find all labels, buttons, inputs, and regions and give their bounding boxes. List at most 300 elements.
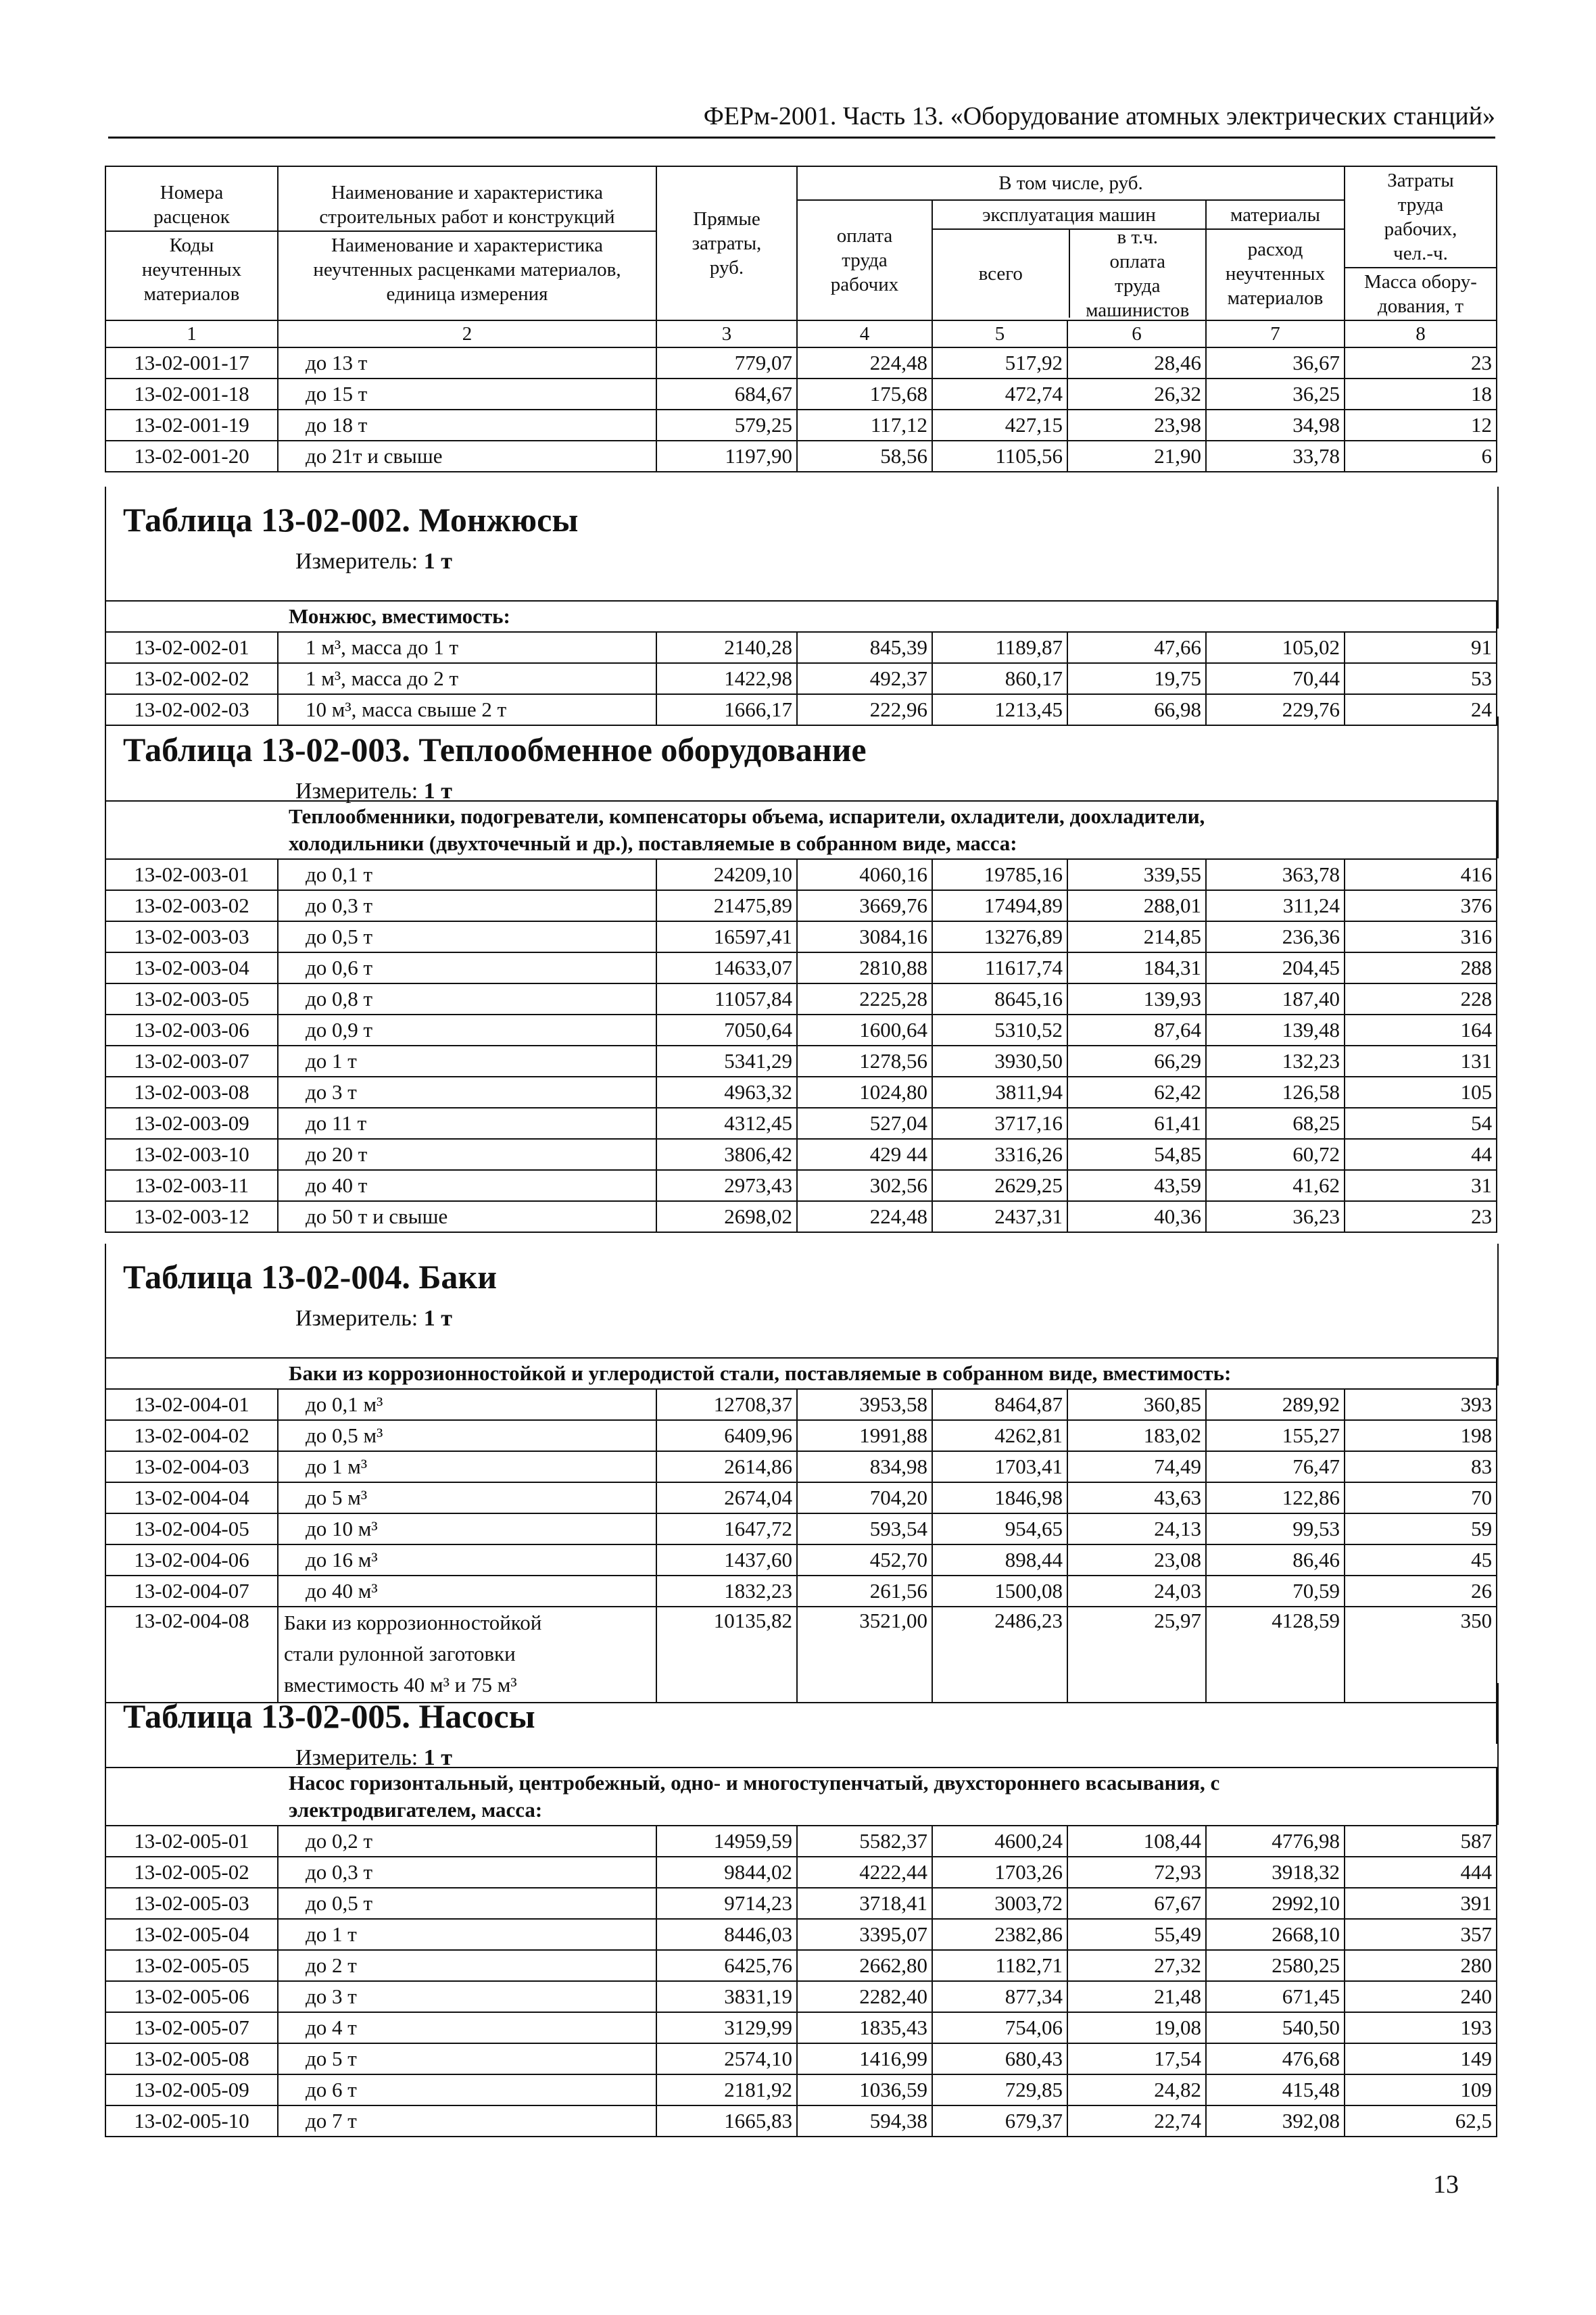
table-cell: 183,02 — [1067, 1420, 1206, 1451]
table-cell: 13-02-001-18 — [105, 379, 278, 410]
table-cell: до 0,5 т — [278, 921, 656, 952]
table-cell: 3669,76 — [797, 890, 932, 921]
table-cell: 105,02 — [1206, 632, 1345, 663]
table-cell: 2225,28 — [797, 983, 932, 1015]
table-cell: 1422,98 — [656, 663, 797, 694]
table-cell: 594,38 — [797, 2105, 932, 2137]
table-cell: до 40 м³ — [278, 1576, 656, 1607]
table-cell: 13-02-001-20 — [105, 441, 278, 472]
table-cell: 204,45 — [1206, 952, 1345, 983]
section-title: Таблица 13-02-003. Теплообменное оборудование — [123, 731, 867, 769]
table-cell: 13-02-004-06 — [105, 1544, 278, 1576]
table-cell: 393 — [1345, 1389, 1497, 1420]
col-header-materials: материалы расход неучтенных материалов — [1206, 200, 1345, 320]
table-cell: 860,17 — [932, 663, 1067, 694]
table-cell: 13-02-005-08 — [105, 2043, 278, 2074]
table-row — [105, 859, 1497, 890]
table-cell: 429 44 — [797, 1139, 932, 1170]
section-meter: Измеритель: 1 т — [295, 1745, 452, 1770]
table-row — [105, 1576, 1497, 1607]
table-cell: 126,58 — [1206, 1077, 1345, 1108]
table-cell: 13-02-005-09 — [105, 2074, 278, 2105]
table-cell: 2629,25 — [932, 1170, 1067, 1201]
table-row — [105, 1077, 1497, 1108]
table-cell: 517,92 — [932, 347, 1067, 379]
table-cell: 17,54 — [1067, 2043, 1206, 2074]
table-cell: 14959,59 — [656, 1826, 797, 1857]
col-header-wages: оплата труда рабочих — [797, 200, 932, 320]
page-header: ФЕРм-2001. Часть 13. «Оборудование атомных электрических станций» — [108, 101, 1495, 139]
table-cell: до 0,3 т — [278, 890, 656, 921]
table-cell: 44 — [1345, 1139, 1497, 1170]
table-row — [105, 1981, 1497, 2012]
table-cell: 540,50 — [1206, 2012, 1345, 2043]
table-cell: 36,23 — [1206, 1201, 1345, 1232]
table-cell: 13-02-003-09 — [105, 1108, 278, 1139]
table-cell: Баки из коррозионностойкой стали рулонной заготовки вместимость 40 м³ и 75 м³ — [278, 1607, 656, 1703]
table-cell: 3811,94 — [932, 1077, 1067, 1108]
table-cell: 13-02-004-05 — [105, 1513, 278, 1544]
table-cell: 26 — [1345, 1576, 1497, 1607]
table-cell: 23,98 — [1067, 410, 1206, 441]
table-cell: 7050,64 — [656, 1015, 797, 1046]
table-row — [105, 952, 1497, 983]
table-row — [105, 379, 1497, 410]
table-cell: 1846,98 — [932, 1482, 1067, 1513]
section-meter: Измеритель: 1 т — [295, 1306, 452, 1331]
section-table — [105, 800, 1496, 1233]
table-cell: 36,67 — [1206, 347, 1345, 379]
table-cell: до 3 т — [278, 1077, 656, 1108]
table-cell: до 2 т — [278, 1950, 656, 1981]
table-cell: 23,08 — [1067, 1544, 1206, 1576]
table-cell: 8464,87 — [932, 1389, 1067, 1420]
table-cell: до 50 т и свыше — [278, 1201, 656, 1232]
table-cell: 472,74 — [932, 379, 1067, 410]
table-cell: 579,25 — [656, 410, 797, 441]
table-cell: 2140,28 — [656, 632, 797, 663]
table-cell: 33,78 — [1206, 441, 1345, 472]
table-row — [105, 1420, 1497, 1451]
table-cell: 13276,89 — [932, 921, 1067, 952]
table-cell: 311,24 — [1206, 890, 1345, 921]
table-cell: 55,49 — [1067, 1919, 1206, 1950]
table-cell: 1213,45 — [932, 694, 1067, 725]
table-cell: 13-02-003-07 — [105, 1046, 278, 1077]
table-cell: до 1 т — [278, 1919, 656, 1950]
table-cell: 13-02-005-04 — [105, 1919, 278, 1950]
table-cell: до 21т и свыше — [278, 441, 656, 472]
table-cell: 70,44 — [1206, 663, 1345, 694]
table-cell: 392,08 — [1206, 2105, 1345, 2137]
table-row — [105, 1170, 1497, 1201]
table-row — [105, 1201, 1497, 1232]
table-cell: 198 — [1345, 1420, 1497, 1451]
table-cell: 3084,16 — [797, 921, 932, 952]
table-cell: 13-02-004-04 — [105, 1482, 278, 1513]
table-cell: 11057,84 — [656, 983, 797, 1015]
col-index: 2 — [278, 320, 656, 347]
table-cell: 288,01 — [1067, 890, 1206, 921]
table-cell: 3930,50 — [932, 1046, 1067, 1077]
table-cell: 427,15 — [932, 410, 1067, 441]
table-cell: 21,90 — [1067, 441, 1206, 472]
table-cell: 66,29 — [1067, 1046, 1206, 1077]
table-cell: 954,65 — [932, 1513, 1067, 1544]
table-cell: 444 — [1345, 1857, 1497, 1888]
table-row — [105, 1950, 1497, 1981]
table-cell: 3521,00 — [797, 1607, 932, 1703]
table-row — [105, 2012, 1497, 2043]
table-cell: 1500,08 — [932, 1576, 1067, 1607]
table-cell: 11617,74 — [932, 952, 1067, 983]
table-row — [105, 2043, 1497, 2074]
table-cell: до 1 м³ — [278, 1451, 656, 1482]
table-row — [105, 890, 1497, 921]
table-cell: 704,20 — [797, 1482, 932, 1513]
table-13-02-001 — [105, 166, 1496, 472]
table-cell: 70,59 — [1206, 1576, 1345, 1607]
table-cell: 72,93 — [1067, 1857, 1206, 1888]
table-cell: 4128,59 — [1206, 1607, 1345, 1703]
table-row — [105, 1108, 1497, 1139]
table-cell: 23 — [1345, 347, 1497, 379]
col-header-machines: эксплуатация машин всего в т.ч. оплата труда машинистов — [932, 200, 1206, 320]
table-cell: 12708,37 — [656, 1389, 797, 1420]
table-cell: 2810,88 — [797, 952, 932, 983]
table-cell: 845,39 — [797, 632, 932, 663]
table-cell: 62,42 — [1067, 1077, 1206, 1108]
table-cell: 86,46 — [1206, 1544, 1345, 1576]
table-cell: 74,49 — [1067, 1451, 1206, 1482]
table-cell: 24 — [1345, 694, 1497, 725]
table-cell: 13-02-005-01 — [105, 1826, 278, 1857]
table-cell: 27,32 — [1067, 1950, 1206, 1981]
table-cell: 754,06 — [932, 2012, 1067, 2043]
table-cell: 53 — [1345, 663, 1497, 694]
table-cell: 2662,80 — [797, 1950, 932, 1981]
table-cell: 13-02-003-08 — [105, 1077, 278, 1108]
table-cell: до 16 м³ — [278, 1544, 656, 1576]
table-cell: 13-02-003-01 — [105, 859, 278, 890]
table-cell: 26,32 — [1067, 379, 1206, 410]
table-cell: 1835,43 — [797, 2012, 932, 2043]
table-cell: 1991,88 — [797, 1420, 932, 1451]
table-cell: 13-02-003-12 — [105, 1201, 278, 1232]
table-cell: 680,43 — [932, 2043, 1067, 2074]
table-cell: 59 — [1345, 1513, 1497, 1544]
table-cell: 4312,45 — [656, 1108, 797, 1139]
table-cell: 2580,25 — [1206, 1950, 1345, 1981]
table-cell: 70 — [1345, 1482, 1497, 1513]
table-cell: 360,85 — [1067, 1389, 1206, 1420]
col-header-name: Наименование и характеристика строительных работ и конструкций Наименование и характеристика неучтенных расценками материалов, единица измерения — [278, 166, 656, 320]
table-cell: 13-02-002-02 — [105, 663, 278, 694]
table-cell: 13-02-003-10 — [105, 1139, 278, 1170]
section-title: Таблица 13-02-004. Баки — [123, 1258, 498, 1296]
table-cell: 2668,10 — [1206, 1919, 1345, 1950]
table-cell: 228 — [1345, 983, 1497, 1015]
table-cell: 16597,41 — [656, 921, 797, 952]
table-cell: 1189,87 — [932, 632, 1067, 663]
col-header-direct-costs: Прямые затраты, руб. — [656, 166, 797, 320]
table-cell: 13-02-003-02 — [105, 890, 278, 921]
table-cell: 3953,58 — [797, 1389, 932, 1420]
table-cell: 68,25 — [1206, 1108, 1345, 1139]
table-row — [105, 983, 1497, 1015]
table-cell: 316 — [1345, 921, 1497, 952]
table-cell: до 1 т — [278, 1046, 656, 1077]
table-cell: 99,53 — [1206, 1513, 1345, 1544]
table-row — [105, 1451, 1497, 1482]
table-cell: до 0,9 т — [278, 1015, 656, 1046]
table-row — [105, 1513, 1497, 1544]
table-cell: до 18 т — [278, 410, 656, 441]
table-cell: 834,98 — [797, 1451, 932, 1482]
table-cell: 1105,56 — [932, 441, 1067, 472]
table-cell: 2437,31 — [932, 1201, 1067, 1232]
table-cell: 3918,32 — [1206, 1857, 1345, 1888]
table-cell: 12 — [1345, 410, 1497, 441]
table-cell: 4963,32 — [656, 1077, 797, 1108]
table-cell: 1036,59 — [797, 2074, 932, 2105]
table-cell: 224,48 — [797, 1201, 932, 1232]
table-cell: 13-02-002-01 — [105, 632, 278, 663]
table-cell: 415,48 — [1206, 2074, 1345, 2105]
table-cell: 339,55 — [1067, 859, 1206, 890]
table-cell: 492,37 — [797, 663, 932, 694]
table-cell: до 11 т — [278, 1108, 656, 1139]
table-cell: 34,98 — [1206, 410, 1345, 441]
table-cell: 13-02-005-03 — [105, 1888, 278, 1919]
col-index: 1 — [105, 320, 278, 347]
table-cell: 6425,76 — [656, 1950, 797, 1981]
table-cell: 13-02-001-17 — [105, 347, 278, 379]
table-cell: 2181,92 — [656, 2074, 797, 2105]
group-heading: Насос горизонтальный, центробежный, одно- и многоступенчатый, двухстороннего всасывания, с электродвигателем, масса: — [105, 1768, 1497, 1826]
table-cell: 13-02-004-07 — [105, 1576, 278, 1607]
table-cell: 416 — [1345, 859, 1497, 890]
table-row — [105, 1888, 1497, 1919]
table-cell: 164 — [1345, 1015, 1497, 1046]
table-cell: 19785,16 — [932, 859, 1067, 890]
table-cell: до 3 т — [278, 1981, 656, 2012]
table-cell: 357 — [1345, 1919, 1497, 1950]
table-cell: до 0,5 м³ — [278, 1420, 656, 1451]
table-cell: 13-02-004-02 — [105, 1420, 278, 1451]
table-cell: 4222,44 — [797, 1857, 932, 1888]
table-cell: 31 — [1345, 1170, 1497, 1201]
table-cell: 13-02-004-08 — [105, 1607, 278, 1703]
table-cell: 1024,80 — [797, 1077, 932, 1108]
table-cell: 877,34 — [932, 1981, 1067, 2012]
table-row — [105, 921, 1497, 952]
table-cell: до 20 т — [278, 1139, 656, 1170]
table-cell: 1416,99 — [797, 2043, 932, 2074]
table-cell: 19,75 — [1067, 663, 1206, 694]
table-cell: 288 — [1345, 952, 1497, 983]
table-cell: 1278,56 — [797, 1046, 932, 1077]
table-cell: до 15 т — [278, 379, 656, 410]
group-heading: Монжюс, вместимость: — [105, 601, 1497, 632]
table-row — [105, 1826, 1497, 1857]
table-cell: 122,86 — [1206, 1482, 1345, 1513]
table-cell: 3395,07 — [797, 1919, 932, 1950]
table-cell: 14633,07 — [656, 952, 797, 983]
table-cell: 1 м³, масса до 2 т — [278, 663, 656, 694]
table-cell: до 4 т — [278, 2012, 656, 2043]
table-cell: 4776,98 — [1206, 1826, 1345, 1857]
table-cell: до 5 т — [278, 2043, 656, 2074]
table-cell: 45 — [1345, 1544, 1497, 1576]
table-cell: 43,59 — [1067, 1170, 1206, 1201]
table-cell: 139,48 — [1206, 1015, 1345, 1046]
table-cell: 6409,96 — [656, 1420, 797, 1451]
table-cell: до 10 м³ — [278, 1513, 656, 1544]
table-cell: 5310,52 — [932, 1015, 1067, 1046]
table-cell: 13-02-005-02 — [105, 1857, 278, 1888]
table-cell: 67,67 — [1067, 1888, 1206, 1919]
table-cell: 10 м³, масса свыше 2 т — [278, 694, 656, 725]
col-header-labor: Затраты труда рабочих, чел.-ч. Масса обору- дования, т — [1345, 166, 1497, 320]
table-cell: 24,03 — [1067, 1576, 1206, 1607]
table-cell: до 5 м³ — [278, 1482, 656, 1513]
table-cell: 2574,10 — [656, 2043, 797, 2074]
table-cell: 1182,71 — [932, 1950, 1067, 1981]
table-cell: 28,46 — [1067, 347, 1206, 379]
table-cell: 1665,83 — [656, 2105, 797, 2137]
table-cell: 13-02-003-03 — [105, 921, 278, 952]
section-table — [105, 600, 1496, 726]
table-cell: 3806,42 — [656, 1139, 797, 1170]
table-cell: 2382,86 — [932, 1919, 1067, 1950]
table-row — [105, 1389, 1497, 1420]
table-cell: 2674,04 — [656, 1482, 797, 1513]
table-cell: 9844,02 — [656, 1857, 797, 1888]
table-cell: 376 — [1345, 890, 1497, 921]
table-cell: 779,07 — [656, 347, 797, 379]
table-cell: 2698,02 — [656, 1201, 797, 1232]
table-cell: 3129,99 — [656, 2012, 797, 2043]
table-cell: 13-02-004-01 — [105, 1389, 278, 1420]
table-cell: 587 — [1345, 1826, 1497, 1857]
col-index: 7 — [1206, 320, 1345, 347]
table-cell: 476,68 — [1206, 2043, 1345, 2074]
col-index: 4 — [797, 320, 932, 347]
table-row — [105, 632, 1497, 663]
table-cell: 527,04 — [797, 1108, 932, 1139]
table-cell: 47,66 — [1067, 632, 1206, 663]
table-cell: 60,72 — [1206, 1139, 1345, 1170]
table-cell: до 6 т — [278, 2074, 656, 2105]
table-cell: 13-02-003-06 — [105, 1015, 278, 1046]
col-header-codes: Номера расценок Коды неучтенных материалов — [105, 166, 278, 320]
table-cell: до 7 т — [278, 2105, 656, 2137]
table-cell: 76,47 — [1206, 1451, 1345, 1482]
table-cell: 8446,03 — [656, 1919, 797, 1950]
table-cell: 13-02-005-07 — [105, 2012, 278, 2043]
table-cell: 236,36 — [1206, 921, 1345, 952]
table-cell: 13-02-005-05 — [105, 1950, 278, 1981]
table-row — [105, 663, 1497, 694]
table-cell: до 13 т — [278, 347, 656, 379]
table-cell: 679,37 — [932, 2105, 1067, 2137]
table-cell: 4262,81 — [932, 1420, 1067, 1451]
table-cell: 13-02-004-03 — [105, 1451, 278, 1482]
table-cell: 6 — [1345, 441, 1497, 472]
table-cell: до 0,3 т — [278, 1857, 656, 1888]
page-number: 13 — [1433, 2170, 1459, 2199]
table-cell: 302,56 — [797, 1170, 932, 1201]
table-cell: 40,36 — [1067, 1201, 1206, 1232]
table-cell: 131 — [1345, 1046, 1497, 1077]
table-row — [105, 2074, 1497, 2105]
table-cell: 2992,10 — [1206, 1888, 1345, 1919]
section-title: Таблица 13-02-002. Монжюсы — [123, 501, 579, 539]
table-cell: 25,97 — [1067, 1607, 1206, 1703]
table-cell: 9714,23 — [656, 1888, 797, 1919]
table-cell: 240 — [1345, 1981, 1497, 2012]
table-cell: 2282,40 — [797, 1981, 932, 2012]
table-cell: 214,85 — [1067, 921, 1206, 952]
table-cell: 729,85 — [932, 2074, 1067, 2105]
table-cell: 91 — [1345, 632, 1497, 663]
table-cell: 261,56 — [797, 1576, 932, 1607]
table-cell: 4060,16 — [797, 859, 932, 890]
table-cell: до 0,1 т — [278, 859, 656, 890]
table-cell: 21475,89 — [656, 890, 797, 921]
table-cell: 13-02-003-05 — [105, 983, 278, 1015]
col-index: 8 — [1345, 320, 1497, 347]
table-cell: 8645,16 — [932, 983, 1067, 1015]
table-cell: 1647,72 — [656, 1513, 797, 1544]
table-cell: до 0,2 т — [278, 1826, 656, 1857]
col-index: 3 — [656, 320, 797, 347]
table-cell: 24209,10 — [656, 859, 797, 890]
table-cell: 3003,72 — [932, 1888, 1067, 1919]
table-cell: 54 — [1345, 1108, 1497, 1139]
table-cell: 4600,24 — [932, 1826, 1067, 1857]
table-cell: 36,25 — [1206, 379, 1345, 410]
table-cell: 280 — [1345, 1950, 1497, 1981]
group-heading: Баки из коррозионностойкой и углеродистой стали, поставляемые в собранном виде, вместимость: — [105, 1358, 1497, 1389]
table-cell: 13-02-002-03 — [105, 694, 278, 725]
table-row — [105, 1046, 1497, 1077]
table-cell: 452,70 — [797, 1544, 932, 1576]
table-row — [105, 1482, 1497, 1513]
section-meter: Измеритель: 1 т — [295, 549, 452, 574]
table-cell: 21,48 — [1067, 1981, 1206, 2012]
table-cell: 3316,26 — [932, 1139, 1067, 1170]
section-meter: Измеритель: 1 т — [295, 779, 452, 804]
table-cell: 87,64 — [1067, 1015, 1206, 1046]
table-row — [105, 410, 1497, 441]
table-cell: 155,27 — [1206, 1420, 1345, 1451]
table-cell: 363,78 — [1206, 859, 1345, 890]
table-cell: 184,31 — [1067, 952, 1206, 983]
table-row — [105, 1139, 1497, 1170]
table-cell: 54,85 — [1067, 1139, 1206, 1170]
col-index: 5 — [932, 320, 1067, 347]
table-cell: 1703,26 — [932, 1857, 1067, 1888]
table-cell: 2614,86 — [656, 1451, 797, 1482]
table-cell: 2973,43 — [656, 1170, 797, 1201]
group-heading: Теплообменники, подогреватели, компенсаторы объема, испарители, охладители, доохладители, холодильники (двухточечный и др.), поставляемые в собранном виде, масса: — [105, 801, 1497, 859]
table-cell: 13-02-001-19 — [105, 410, 278, 441]
table-cell: 2486,23 — [932, 1607, 1067, 1703]
table-row — [105, 2105, 1497, 2137]
section-table — [105, 1767, 1496, 2137]
